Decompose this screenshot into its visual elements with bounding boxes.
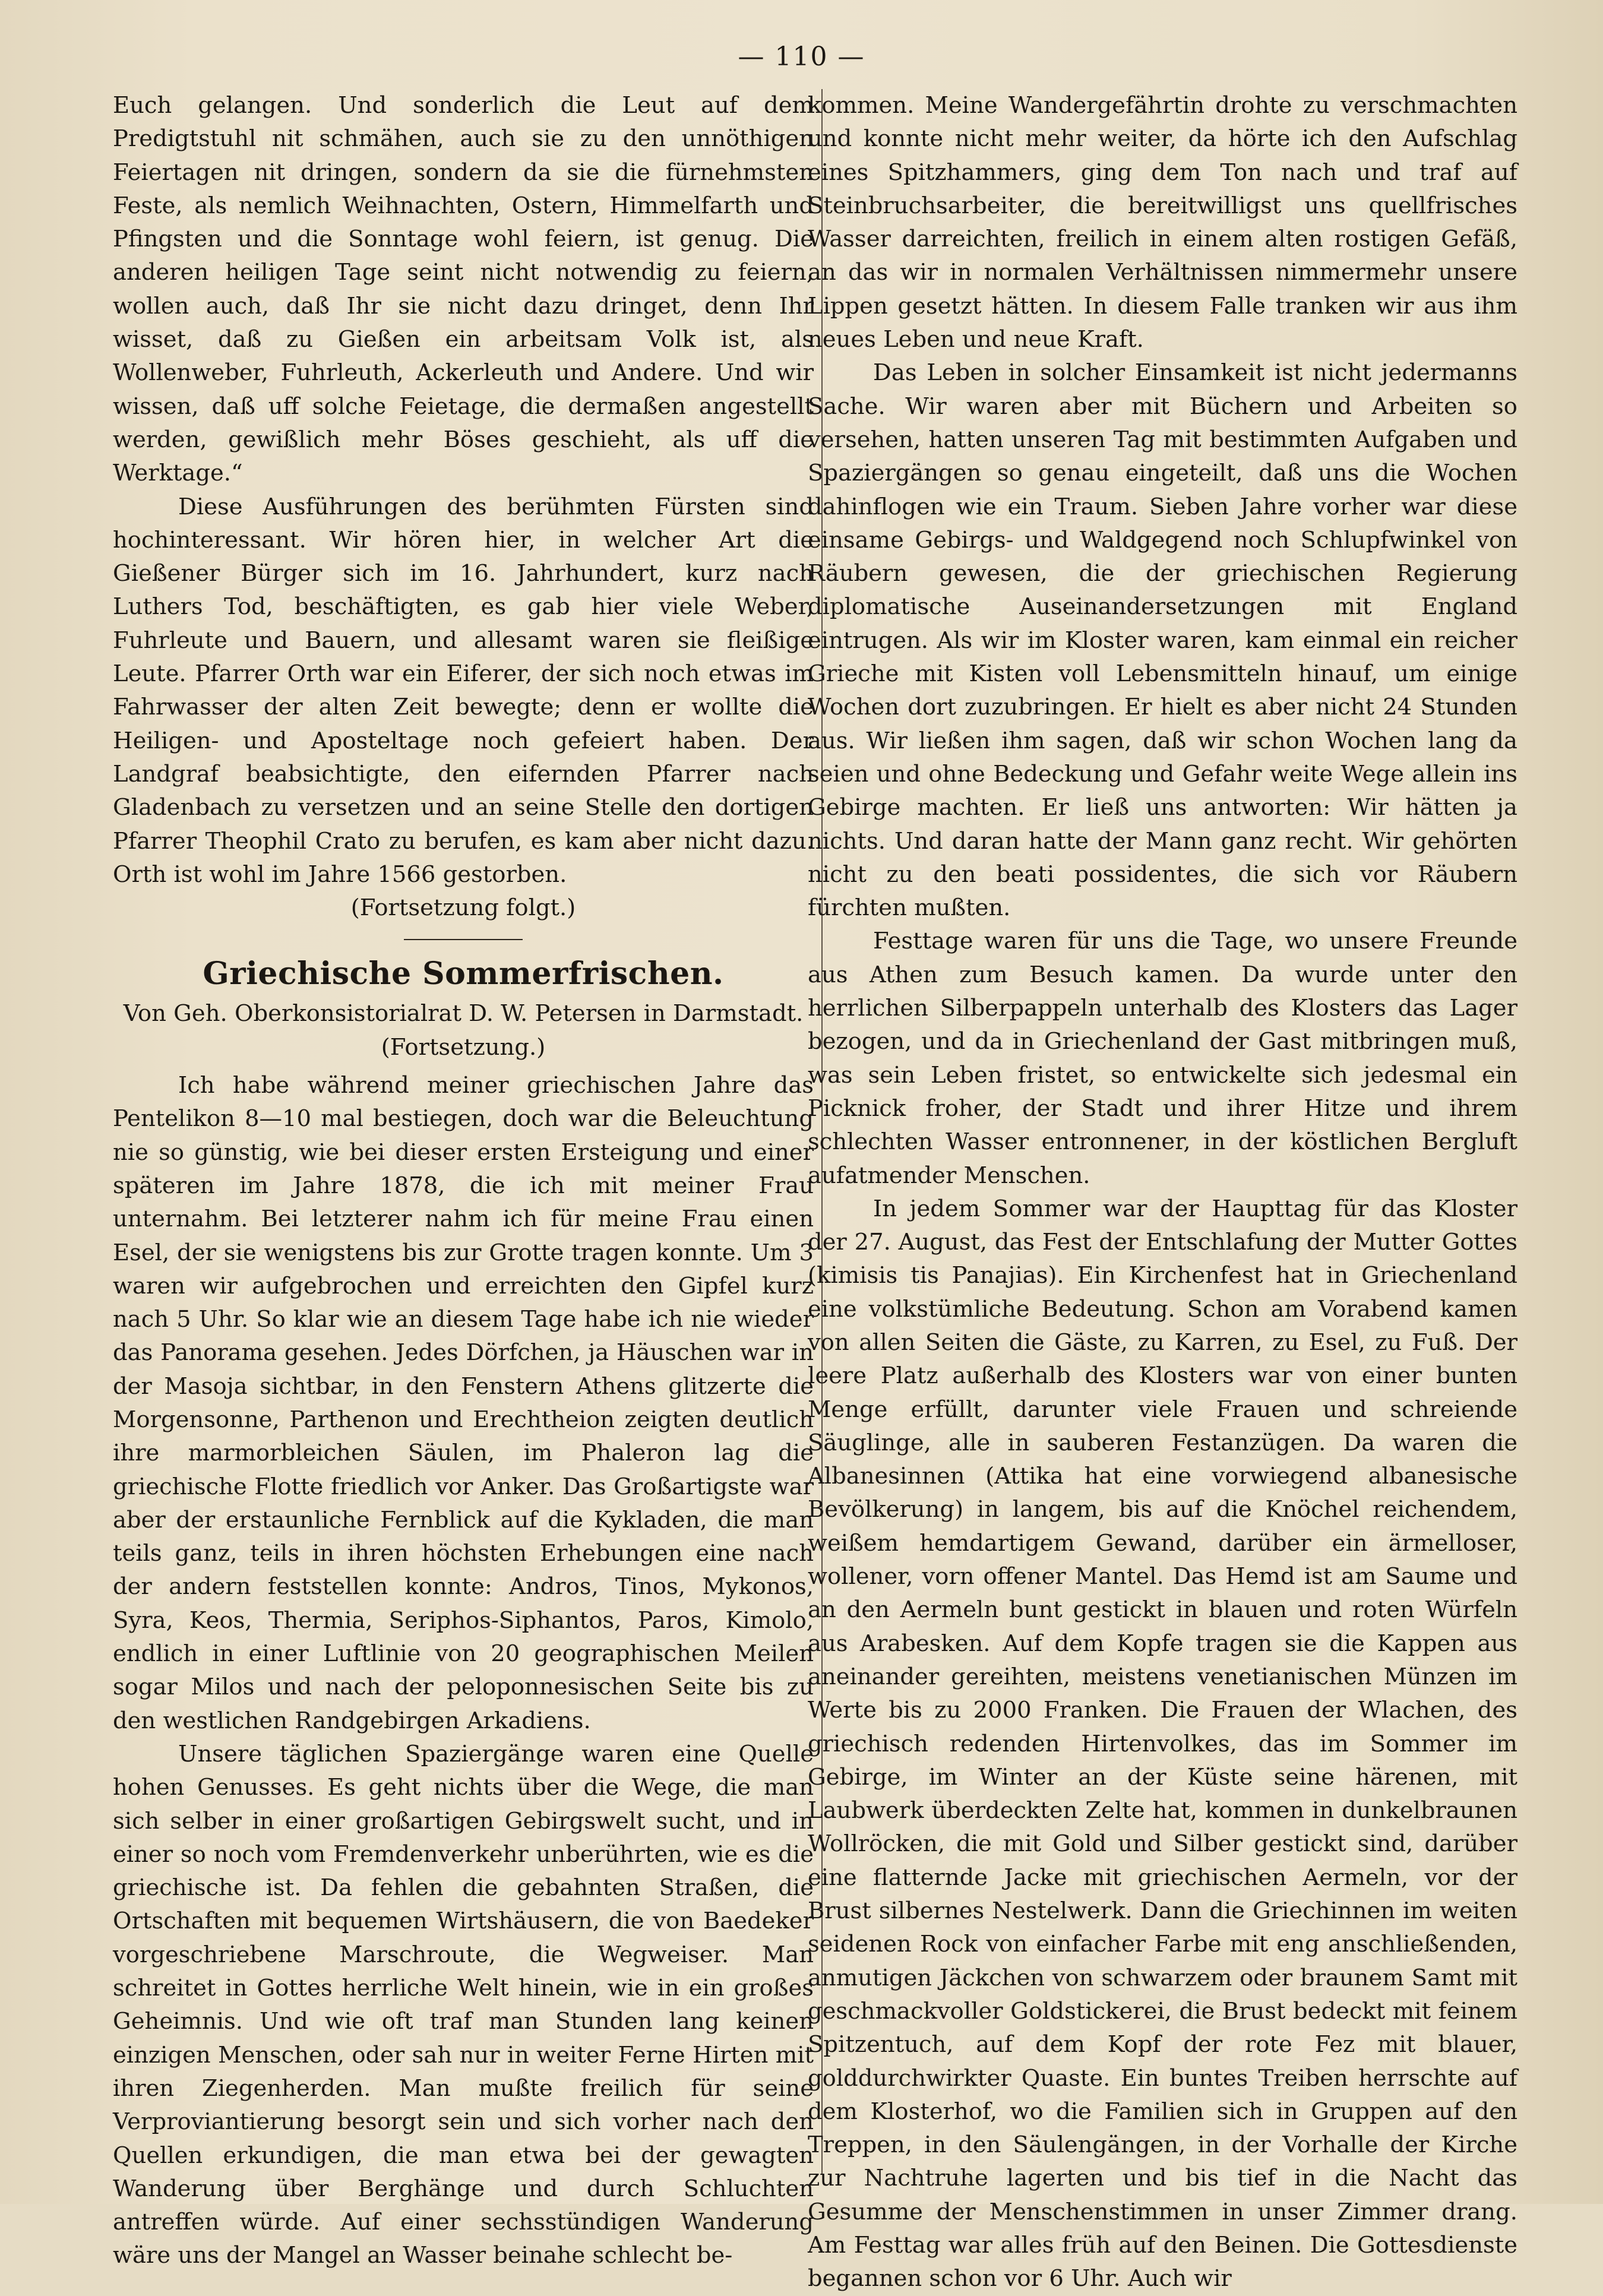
left-paragraph-3: Ich habe während meiner griechischen Jahre das Pentelikon 8—10 mal bestiegen, doch war die Beleuchtung nie so günstig, wie bei dieser ersten Ersteigung und einer späteren im Jahre 1878, die ich mit meiner Frau unternahm. Bei letzterer nahm ich für meine Frau einen Esel, der sie wenigstens bis zur Grotte tragen konnte. Um 3 waren wir aufgebrochen und erreichten den Gipfel kurz nach 5 Uhr. So klar wie an diesem Tage habe ich nie wieder das Panorama gesehen. Jedes Dörfchen, ja Häuschen war in der Masoja sichtbar, in den Fenstern Athens glitzerte die Morgensonne, Parthenon und Erechtheion zeigten deutlich ihre marmorbleichen Säulen, im Phaleron lag die griechische Flotte friedlich vor Anker. Das Großartigste war aber der erstaunliche Fernblick auf die Kykladen, die man teils ganz, teils in ihren höchsten Erhebungen eine nach der andern feststellen konnte: Andros, Tinos, Mykonos, Syra, Keos, Thermia, Seriphos-Siphantos, Paros, Kimolo, endlich in einer Luftlinie von 20 geographischen Meilen sogar Milos und nach der peloponnesischen Seite bis zu den westlichen Randgebirgen Arkadiens. <box>113 1072 814 1734</box>
continued-note: (Fortsetzung folgt.) <box>350 894 576 922</box>
right-paragraph-3: Festtage waren für uns die Tage, wo unsere Freunde aus Athen zum Besuch kamen. Da wurde unter den herrlichen Silberpappeln unterhalb des Klosters das Lager bezogen, und da in Griechenland der Gast mitbringen muß, was sein Leben fristet, so entwickelte sich jedesmal ein Picknick froher, der Stadt und ihrer Hitze und ihrem schlechten Wasser entronnener, in der köstlichen Bergluft aufatmender Menschen. <box>808 928 1517 1189</box>
right-paragraph-1: kommen. Meine Wandergefährtin drohte zu verschmachten und konnte nicht mehr weiter, da hörte ich den Aufschlag eines Spitzhammers, ging dem Ton nach und traf auf Steinbruchsarbeiter, die bereitwilligst uns quellfrisches Wasser darreichten, freilich in einem alten rostigen Gefäß, an das wir in normalen Verhältnissen nimmermehr unsere Lippen gesetzt hätten. In diesem Falle tranken wir aus ihm neues Leben und neue Kraft. <box>808 92 1517 353</box>
right-paragraph-4: In jedem Sommer war der Haupttag für das Kloster der 27. August, das Fest der Entschlafung der Mutter Gottes (kimisis tis Panajias). Ein Kirchenfest hat in Griechenland eine volkstümliche Bedeutung. Schon am Vorabend kamen von allen Seiten die Gäste, zu Karren, zu Esel, zu Fuß. Der leere Platz außerhalb des Klosters war von einer bunten Menge erfüllt, darunter viele Frauen und schreiende Säuglinge, alle in sauberen Festanzügen. Da waren die Albanesinnen (Attika hat eine vorwiegend albanesische Bevölkerung) in langem, bis auf die Knöchel reichendem, weißem hemdartigem Gewand, darüber ein ärmelloser, wollener, vorn offener Mantel. Das Hemd ist am Saume und an den Aermeln bunt gestickt in blauen und roten Würfeln aus Arabesken. Auf dem Kopfe tragen sie die Kappen aus aneinander gereihten, meistens venetianischen Münzen im Werte bis zu 2000 Franken. Die Frauen der Wlachen, des griechisch redenden Hirtenvolkes, das im Sommer im Gebirge, im Winter an der Küste seine härenen, mit Laubwerk überdeckten Zelte hat, kommen in dunkelbraunen Wollröcken, die mit Gold und Silber gestickt sind, darüber eine flatternde Jacke mit griechischen Aermeln, vor der Brust silbernes Nestelwerk. Dann die Griechinnen im weiten seidenen Rock von einfacher Farbe mit eng anschließenden, anmutigen Jäckchen von schwarzem oder braunem Samt mit geschmackvoller Goldstickerei, die Brust bedeckt mit feinem Spitzentuch, auf dem Kopf der rote Fez mit blauer, golddurchwirkter Quaste. Ein buntes Treiben herrschte auf dem Klosterhof, wo die Familien sich in Gruppen auf den Treppen, in den Säulengängen, in der Vorhalle der Kirche zur Nachtruhe lagerten und bis tief in die Nacht das Gesumme der Menschenstimmen in unser Zimmer drang. Am Festtag war alles früh auf den Beinen. Die Gottesdienste begannen schon vor 6 Uhr. Auch wir <box>808 1195 1517 2292</box>
left-column <box>113 89 814 2273</box>
article-title: Griechische Sommerfrischen. <box>203 956 724 992</box>
byline: Von Geh. Oberkonsistorialrat D. W. Petersen in Darmstadt. <box>123 1000 804 1027</box>
continuation-label: (Fortsetzung.) <box>381 1033 546 1061</box>
page-number: — 110 — <box>738 42 865 72</box>
section-divider <box>404 939 523 940</box>
right-column <box>808 89 1517 2296</box>
left-paragraph-1: Euch gelangen. Und sonderlich die Leut auf dem Predigtstuhl nit schmähen, auch sie zu den unnöthigen Feiertagen nit dringen, sondern da sie die fürnehmsten Feste, als nemlich Weihnachten, Ostern, Himmelfarth und Pfingsten und die Sonntage wohl feiern, ist genug. Die anderen heiligen Tage seint nicht notwendig zu feiern, wollen auch, daß Ihr sie nicht dazu dringet, denn Ihr wisset, daß zu Gießen ein arbeitsam Volk ist, als Wollenweber, Fuhrleuth, Ackerleuth und Andere. Und wir wissen, daß uff solche Feietage, die dermaßen angestellt werden, gewißlich mehr Böses geschieht, als uff die Werktage.“ <box>113 92 814 487</box>
left-paragraph-4: Unsere täglichen Spaziergänge waren eine Quelle hohen Genusses. Es geht nichts über die Wege, die man sich selber in einer großartigen Gebirgswelt sucht, und in einer so noch vom Fremdenverkehr unberührten, wie es die griechische ist. Da fehlen die gebahnten Straßen, die Ortschaften mit bequemen Wirtshäusern, die von Baedeker vorgeschriebene Marschroute, die Wegweiser. Man schreitet in Gottes herrliche Welt hinein, wie in ein großes Geheimnis. Und wie oft traf man Stunden lang keinen einzigen Menschen, oder sah nur in weiter Ferne Hirten mit ihren Ziegenherden. Man mußte freilich für seine Verproviantierung besorgt sein und sich vorher nach den Quellen erkundigen, die man etwa bei der gewagten Wanderung über Berghänge und durch Schluchten antreffen würde. Auf einer sechsstündigen Wanderung wäre uns der Mangel an Wasser beinahe schlecht be- <box>113 1740 814 2269</box>
left-paragraph-2: Diese Ausführungen des berühmten Fürsten sind hochinteressant. Wir hören hier, in welcher Art die Gießener Bürger sich im 16. Jahrhundert, kurz nach Luthers Tod, beschäftigten, es gab hier viele Weber, Fuhrleute und Bauern, und allesamt waren sie fleißige Leute. Pfarrer Orth war ein Eiferer, der sich noch etwas im Fahrwasser der alten Zeit bewegte; denn er wollte die Heiligen- und Aposteltage noch gefeiert haben. Der Landgraf beabsichtigte, den eifernden Pfarrer nach Gladenbach zu versetzen und an seine Stelle den dortigen Pfarrer Theophil Crato zu berufen, es kam aber nicht dazu. Orth ist wohl im Jahre 1566 gestorben. <box>113 493 814 888</box>
right-paragraph-2: Das Leben in solcher Einsamkeit ist nicht jedermanns Sache. Wir waren aber mit Büchern und Arbeiten so versehen, hatten unseren Tag mit bestimmten Aufgaben und Spaziergängen so genau eingeteilt, daß uns die Wochen dahinflogen wie ein Traum. Sieben Jahre vorher war diese einsame Gebirgs- und Waldgegend noch Schlupfwinkel von Räubern gewesen, die der griechischen Regierung diplomatische Auseinandersetzungen mit England eintrugen. Als wir im Kloster waren, kam einmal ein reicher Grieche mit Kisten voll Lebensmitteln hinauf, um einige Wochen dort zuzubringen. Er hielt es aber nicht 24 Stunden aus. Wir ließen ihm sagen, daß wir schon Wochen lang da seien und ohne Bedeckung und Gefahr weite Wege allein ins Gebirge machten. Er ließ uns antworten: Wir hätten ja nichts. Und daran hatte der Mann ganz recht. Wir gehörten nicht zu den beati possidentes, die sich vor Räubern fürchten mußten. <box>808 359 1517 922</box>
